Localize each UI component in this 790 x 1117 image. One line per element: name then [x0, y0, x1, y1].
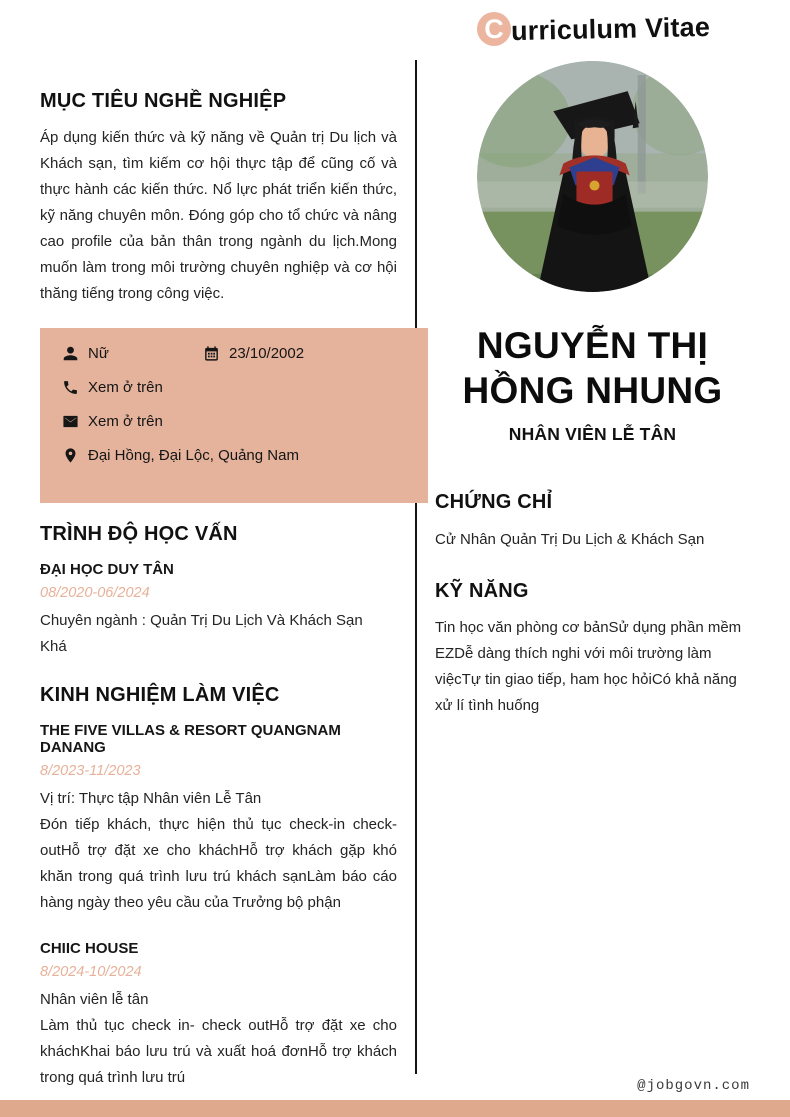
address-value: Đại Hồng, Đại Lộc, Quảng Nam — [88, 446, 299, 464]
graduation-portrait-illustration — [477, 61, 708, 292]
gender-value: Nữ — [88, 344, 109, 362]
name-line-2: HỒNG NHUNG — [462, 370, 723, 411]
birthday-value: 23/10/2002 — [229, 344, 305, 362]
left-column — [40, 90, 397, 307]
job-period: 8/2023-11/2023 — [40, 763, 141, 779]
candidate-name — [430, 323, 755, 413]
objective-text: Áp dụng kiến thức và kỹ năng về Quản trị Du lịch và Khách sạn, tìm kiếm cơ hội thực tập để cũng cố và thực hành các kiến thức. Nổ lực phát triển kiến thức, kỹ năng chuyên môn. Đóng góp cho tổ chức và nâng cao profile của bản thân trong ngành du lịch.Mong muốn làm trong môi trường chuyên nghiệp và cơ hội thăng tiếng trong công việc. — [40, 129, 397, 302]
education-grade: Khá — [40, 638, 67, 655]
job-role: Nhân viên lễ tân — [40, 991, 149, 1008]
watermark-text: @jobgovn.com — [637, 1078, 750, 1094]
calendar-icon — [203, 345, 220, 362]
footer-bar — [0, 1100, 790, 1117]
contact-box — [40, 328, 428, 503]
name-block — [430, 323, 755, 445]
email-value: Xem ở trên — [88, 412, 163, 430]
skills-heading: KỸ NĂNG — [435, 580, 529, 602]
logo-text: urriculum Vitae — [510, 11, 711, 46]
certificates-heading: CHỨNG CHỈ — [435, 491, 553, 513]
education-period: 08/2020-06/2024 — [40, 585, 150, 601]
person-icon — [62, 345, 79, 362]
column-divider — [415, 60, 417, 1074]
education-experience-column — [40, 523, 397, 1091]
curriculum-vitae-logo — [477, 12, 710, 46]
education-major-text: Chuyên ngành : Quản Trị Du Lịch Và Khách Sạn — [40, 612, 363, 629]
logo-c-icon: C — [477, 12, 511, 46]
envelope-icon — [62, 413, 79, 430]
phone-icon — [62, 379, 79, 396]
profile-photo — [477, 61, 708, 292]
contact-row-phone — [62, 370, 428, 404]
experience-heading: KINH NGHIỆM LÀM VIỆC — [40, 684, 280, 706]
job-description: Đón tiếp khách, thực hiện thủ tục check-in check-outHỗ trợ đặt xe cho kháchHỗ trợ khách gặp khó khăn trong quá trình lưu trú khách sạnLàm báo cáo hàng ngày theo yêu cầu của Trưởng bộ phận — [40, 816, 397, 911]
phone-value: Xem ở trên — [88, 378, 163, 396]
contact-row-email — [62, 404, 428, 438]
location-pin-icon — [62, 447, 79, 464]
certificate-item: Cử Nhân Quản Trị Du Lịch & Khách Sạn — [435, 531, 705, 548]
job-company: CHIIC HOUSE — [40, 940, 139, 957]
skills-text: Tin học văn phòng cơ bảnSử dụng phần mềm EZDễ dàng thích nghi với môi trường làm việcTự tin giao tiếp, ham học hỏiCó khả năng xử lí tình huống — [435, 619, 742, 714]
contact-row-gender-birthday — [62, 336, 428, 370]
education-school: ĐẠI HỌC DUY TÂN — [40, 561, 174, 578]
contact-row-address — [62, 438, 428, 472]
job-period: 8/2024-10/2024 — [40, 964, 142, 980]
job-role: Vị trí: Thực tập Nhân viên Lễ Tân — [40, 790, 262, 807]
education-major — [40, 608, 397, 660]
objective-heading: MỤC TIÊU NGHỀ NGHIỆP — [40, 90, 287, 112]
name-line-1: NGUYỄN THỊ — [476, 325, 709, 366]
right-column — [435, 491, 750, 719]
job-description: Làm thủ tục check in- check outHỗ trợ đặt xe cho kháchKhai báo lưu trú và xuất hoá đơnHỗ trợ khách trong quá trình lưu trú — [40, 1017, 397, 1086]
job-company: THE FIVE VILLAS & RESORT QUANGNAM DANANG — [40, 722, 341, 756]
job-title: NHÂN VIÊN LỄ TÂN — [508, 424, 677, 444]
education-heading: TRÌNH ĐỘ HỌC VẤN — [40, 523, 238, 545]
